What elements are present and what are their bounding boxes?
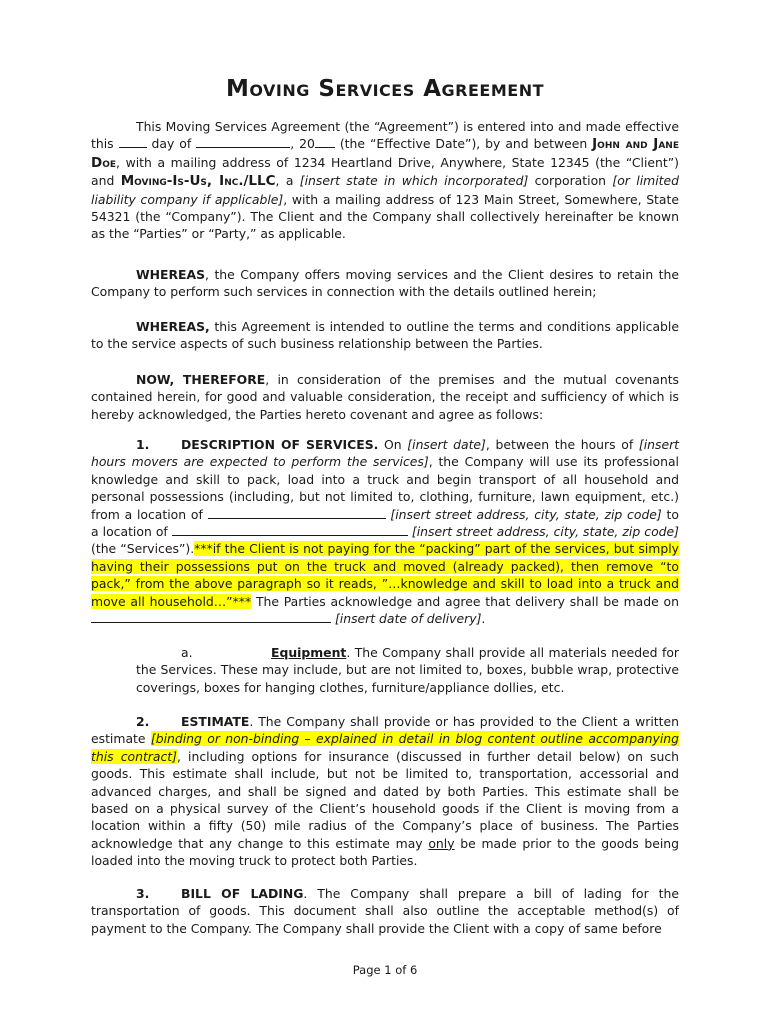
intro-text: , with a mailing address of 123 Main Street, Somewhere, State 54321 (the “Company”). The Client and the Company shall collectively hereinafter be known as the “Parties” or “Party,” as applicable. (91, 191, 679, 242)
intro-text: corporation (528, 173, 613, 189)
section-heading: ESTIMATE (181, 714, 250, 729)
section-2-estimate (91, 713, 679, 870)
whereas-paragraph-2 (91, 318, 679, 353)
state-placeholder: [insert state in which incorporated] (299, 173, 529, 189)
only-emphasis: only (428, 835, 455, 851)
packing-note-highlight: ***if the Client is not paying for the “packing” part of the services, but simply having their possessions put on the truck and moved (already packed), then remove “to pack,” from the above paragraph so it reads, ”…knowledge and skill to load into a truck and move all household…”*** (91, 541, 679, 609)
subsection-letter: a. (181, 645, 193, 660)
intro-paragraph (91, 118, 679, 243)
whereas-paragraph-1 (91, 266, 679, 301)
company-name: Moving-Is-Us, Inc./LLC (120, 173, 276, 190)
now-therefore-text: , in consideration of the premises and the mutual covenants contained herein, for good and valuable consideration, the receipt and sufficiency of which is hereby acknowledged, the Parties hereto covenant and agree as follows: (91, 372, 680, 422)
section-text: be made prior to the goods being loaded into the moving truck to protect both Parties. (91, 835, 680, 869)
subsection-text: . The Company shall provide all materials needed for the Services. These may include, but are not limited to, boxes, bubble wrap, protective coverings, boxes for hanging clothes, furniture/appliance dollies, etc. (136, 645, 679, 695)
month-blank (196, 135, 290, 148)
section-text: (the “Services”). (91, 541, 195, 557)
section-text: to a location of (91, 506, 679, 540)
subsection-heading: Equipment (271, 645, 347, 660)
intro-text: , a (275, 173, 300, 189)
intro-text: day of (146, 136, 197, 152)
section-heading: BILL OF LADING (181, 886, 304, 901)
intro-text: , with a mailing address of 1234 Heartland Drive, Anywhere, State 12345 (the “Client”) and (91, 154, 679, 189)
now-therefore-paragraph (91, 371, 679, 423)
date-placeholder: [insert date] (407, 437, 486, 452)
section-number: 1. (136, 437, 150, 452)
estimate-type-highlight: [binding or non-binding – explained in detail in blog content outline accompanying this contract] (91, 731, 679, 764)
whereas-lead: WHEREAS, (136, 319, 210, 334)
section-1-description-of-services (91, 436, 679, 627)
section-text: . (481, 611, 486, 627)
now-therefore-lead: NOW, THEREFORE (136, 372, 266, 387)
delivery-date-blank (91, 610, 331, 623)
whereas-text: this Agreement is intended to outline the terms and conditions applicable to the service aspects of such business relationship between the Parties. (91, 319, 679, 352)
section-text: The Parties acknowledge and agree that delivery shall be made on (251, 593, 679, 609)
section-text: On (378, 437, 408, 452)
page-number: Page 1 of 6 (352, 963, 418, 977)
section-text: . The Company shall provide or has provided to the Client a written estimate (91, 714, 679, 747)
section-heading: DESCRIPTION OF SERVICES. (181, 437, 379, 452)
intro-text: (the “Effective Date”), by and between (334, 136, 593, 152)
to-address-placeholder: [insert street address, city, state, zip code] (411, 524, 679, 540)
whereas-text: , the Company offers moving services and the Client desires to retain the Company to perform such services in connection with the details outlined herein; (91, 267, 679, 300)
intro-text: , 20 (290, 136, 315, 152)
client-name: John and Jane Doe (91, 136, 679, 171)
section-number: 2. (136, 714, 150, 729)
intro-text: This Moving Services Agreement (the “Agreement”) is entered into and made effective this (91, 119, 679, 152)
year-blank (315, 135, 335, 148)
section-text: . The Company shall prepare a bill of lading for the transportation of goods. This document shall also outline the acceptable method(s) of payment to the Company. The Company shall provide the Client with a copy of same before (91, 886, 680, 936)
section-text: , between the hours of (485, 437, 639, 452)
section-text: , the Company will use its professional knowledge and skill to pack, load into a truck and begin transport of all household and personal possessions (including, but not limited to, clothing, furniture, lawn equipment, etc.) from a location of (91, 454, 679, 522)
to-address-blank (172, 523, 408, 536)
from-address-placeholder: [insert street address, city, state, zip code] (390, 506, 662, 522)
section-1a-equipment (136, 644, 679, 696)
llc-placeholder: [or limited liability company if applicable] (91, 173, 679, 207)
hours-placeholder: [insert hours movers are expected to perform the services] (91, 437, 680, 470)
section-3-bill-of-lading (91, 885, 679, 937)
section-number: 3. (136, 886, 150, 901)
page-title: Moving Services Agreement (225, 76, 545, 102)
delivery-date-placeholder: [insert date of delivery] (334, 611, 482, 627)
day-blank (119, 135, 147, 148)
section-text: , including options for insurance (discussed in further detail below) on such goods. This estimate shall include, but not be limited to, transportation, accessorial and advanced charges, and shall be signed and dated by both Parties. This estimate shall be based on a physical survey of the Client’s household goods if the Client is moving from a location within a fifty (50) mile radius of the Company’s place of business. The Parties acknowledge that any change to this estimate may (91, 748, 679, 851)
whereas-lead: WHEREAS (136, 267, 206, 282)
from-address-blank (208, 506, 386, 519)
